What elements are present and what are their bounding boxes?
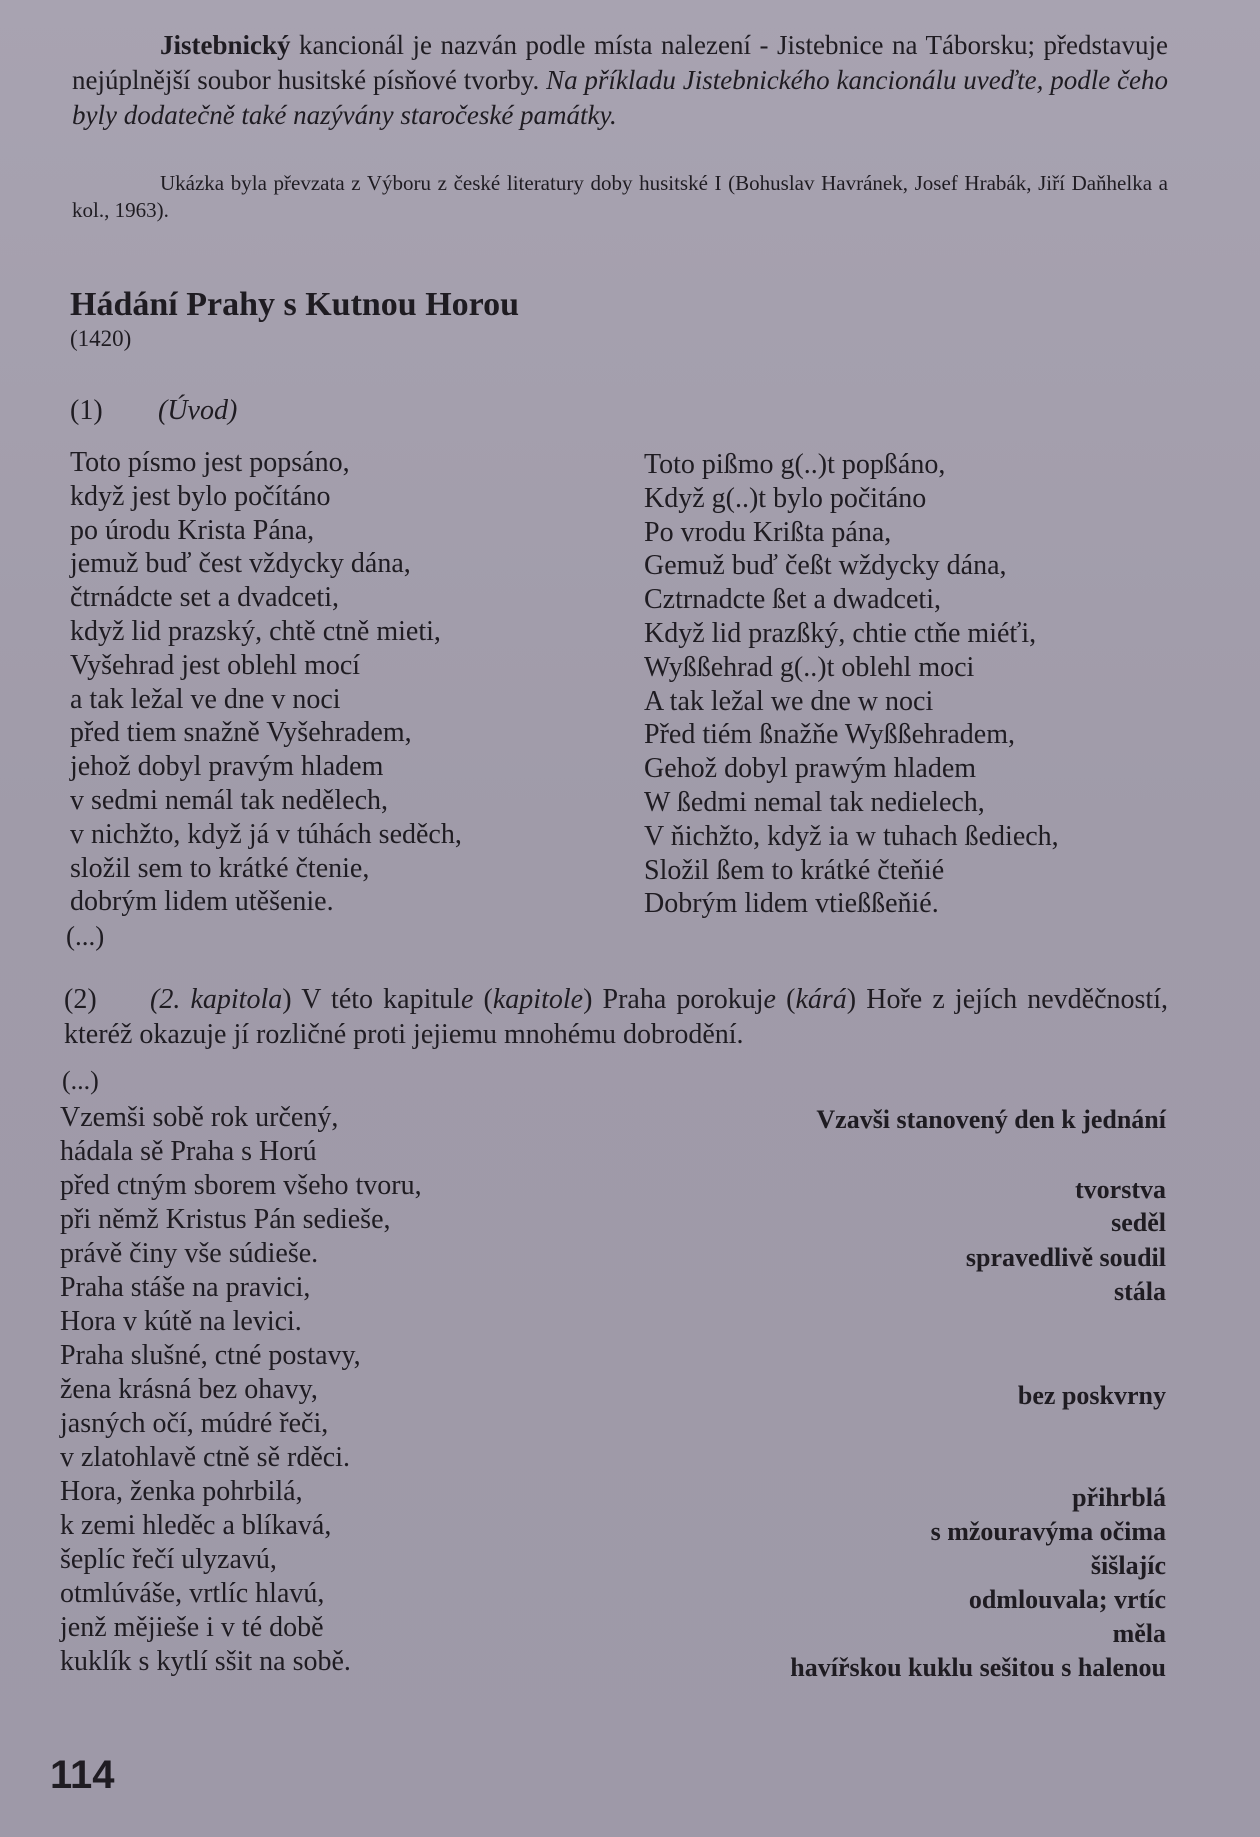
poem-line: právě činy vše súdieše. [60,1238,319,1269]
poem-line: Vzemši sobě rok určený, [60,1102,339,1133]
poem-line: a tak ležal ve dne v noci [70,683,341,715]
poem-line: složil sem to krátké čtenie, [70,852,370,884]
gloss-note: bez poskvrny [1017,1381,1166,1410]
poem-original-line: Když g(..)t bylo počitáno [644,482,927,514]
poem-original-line: A tak ležal we dne w noci [644,685,934,717]
section-2-text: e [460,984,474,1015]
section-2-text: ( [775,984,796,1015]
poem-line: v nichžto, když já v túhách seděch, [70,818,462,850]
poem-original-line: W ßedmi nemal tak nedielech, [644,786,985,818]
gloss-note: spravedlivě soudil [965,1243,1166,1272]
poem-original-line: Složil ßem to krátké čteňié [644,854,945,886]
poem-line: Praha slušné, ctné postavy, [60,1340,361,1371]
poem-line: dobrým lidem utěšenie. [70,886,334,918]
poem-original-line: Gehož dobyl prawým hladem [644,753,977,785]
gloss-note: odmlouvala; vrtíc [968,1585,1166,1614]
poem-line: žena krásná bez ohavy, [60,1374,318,1405]
intro-bold: Jistebnický [160,30,291,60]
poem-original-line: Gemuž buď čeßt wždycky dána, [644,550,1007,582]
gloss-note: šišlajíc [1090,1551,1166,1580]
intro-text: kancionál je nazván podle místa nalezení - Jistebnice na Táborsku; představuje nejúplnější soubor husitské písňové tvorby. [72,30,1168,95]
ellipsis-1: (...) [66,921,105,951]
poem-original-line: Wyßßehrad g(..)t oblehl moci [644,651,975,683]
section-2-gloss: kapitole [492,984,584,1015]
poem-line: v zlatohlavě ctně sě rděci. [60,1442,350,1473]
section-2-text: ) Praha porokuj [583,984,764,1015]
gloss-note: Vzavši stanovený den k jednání [816,1105,1166,1134]
poem-line: čtrnádcte set a dvadceti, [70,582,339,614]
source-note: Ukázka byla převzata z Výboru z české literatury doby husitské I (Bohuslav Havránek, Josef Hrabák, Jiří Daňhelka a kol., 1963). [72,171,1168,222]
poem-line: jehož dobyl pravým hladem [70,751,384,783]
poem-line: Hora, ženka pohrbilá, [60,1476,303,1507]
poem-original-column [644,448,1059,921]
intro-question: Na příkladu Jistebnického kancionálu uveďte, podle čeho byly dodatečně také nazývány staročeské památky. [72,65,1168,130]
section-2-text: ( [473,984,493,1015]
poem-original-line: Když lid prazßký, chtie ctňe miéťi, [644,617,1037,649]
poem-line: když jest bylo počítáno [70,480,331,512]
poem-original-line: Po vrodu Krißta pána, [644,516,892,548]
gloss-note: tvorstva [1075,1175,1166,1204]
poem-original-line: Dobrým lidem vtießßeňié. [644,888,939,920]
section-2-text: e [763,984,776,1015]
gloss-note: stála [1114,1277,1166,1306]
section-2-text: ) Hoře z jejích nevděčností, kteréž okazuje jí rozličné proti jejiemu mnohému dobrodění. [64,984,1168,1050]
poem-line: Vyšehrad jest oblehl mocí [70,649,361,681]
poem-line: při němž Kristus Pán sedieše, [60,1204,391,1235]
section-1-heading [70,395,237,427]
gloss-note: měla [1112,1619,1166,1648]
poem-line: jemuž buď čest vždycky dána, [70,548,411,580]
poem-line: šeplíc řečí ulyzavú, [60,1544,277,1575]
poem-line: Toto písmo jest popsáno, [70,447,350,478]
poem-line: hádala sě Praha s Horú [60,1136,317,1167]
poem-line: otmlúváše, vrtlíc hlavú, [60,1578,325,1609]
poem-line: jenž mějieše i v té době [60,1612,324,1643]
page-number: 114 [50,1753,115,1797]
poem-line: jasných očí, múdré řeči, [60,1408,329,1439]
poem-year: (1420) [70,326,132,351]
gloss-note: s mžouravýma očima [930,1517,1166,1546]
poem-original-line: Cztrnadcte ßet a dwadceti, [644,584,941,616]
section-2-text: ) V této kapitul [282,984,461,1015]
gloss-note: seděl [1111,1208,1166,1237]
section-2-gloss: kárá [795,984,847,1015]
poem-line: před tiem snažně Vyšehradem, [70,717,412,749]
section-2-paragraph [64,982,1168,1052]
poem-line: Praha stáše na pravici, [60,1272,311,1303]
section-1-label: (Úvod) [158,395,238,426]
section-2-number: (2) [64,984,97,1015]
gloss-note: havířskou kuklu sešitou s halenou [790,1653,1166,1682]
poem-modern-column [70,446,462,919]
gloss-note: přihrblá [1072,1483,1166,1512]
intro-paragraph [72,28,1168,133]
ellipsis-2: (...) [62,1066,99,1095]
poem-original-line: Před tiém ßnažňe Wyßßehradem, [644,719,1015,751]
poem-line: v sedmi nemál tak nedělech, [70,784,388,816]
poem-title: Hádání Prahy s Kutnou Horou [70,286,520,323]
poem-line: Hora v kútě na levici. [60,1306,302,1337]
section-1-number: (1) [70,395,103,426]
poem-line: kuklík s kytlí sšit na sobě. [60,1646,351,1677]
section-2-label: (2. kapitola [150,984,283,1015]
poem-original-line: Toto pißmo g(..)t popßáno, [644,449,946,480]
poem-original-line: V ňichžto, když ia w tuhach ßediech, [644,820,1059,852]
poem-line: před ctným sborem všeho tvoru, [60,1170,422,1201]
poem-line: když lid prazský, chtě ctně mieti, [70,615,441,647]
poem-line: k zemi hleděc a blíkavá, [60,1510,332,1541]
poem-line: po úrodu Krista Pána, [70,514,315,546]
poem-part-2 [60,1101,422,1679]
